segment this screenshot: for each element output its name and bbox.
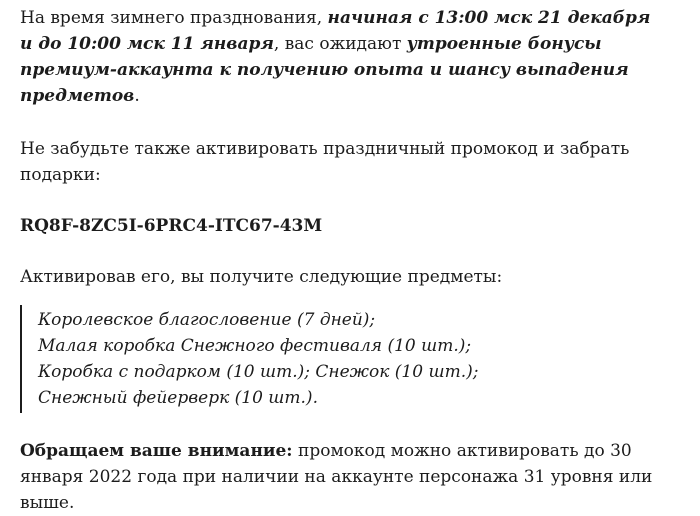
event-dates: начиная с 13:00 мск 21 декабря и до 10:00 мск 11 января xyxy=(20,8,651,54)
notice-label: Обращаем ваше внимание: xyxy=(20,441,293,461)
reward-item: Малая коробка Снежного фестиваля (10 шт.); xyxy=(38,336,472,356)
reward-item: Королевское благословение (7 дней); xyxy=(38,310,376,330)
intro-text-3: , вас ожидают xyxy=(273,34,407,54)
intro-text-1: На время зимнего празднования, xyxy=(20,8,328,28)
reward-item: Снежный фейерверк (10 шт.). xyxy=(38,388,318,408)
rewards-intro-paragraph: Активировав его, вы получите следующие предметы: xyxy=(20,267,503,287)
reminder-paragraph: Не забудьте также активировать праздничный промокод и забрать подарки: xyxy=(20,139,630,185)
notice-paragraph xyxy=(20,438,680,516)
intro-text-5: . xyxy=(134,86,140,106)
bonus-description: утроенные бонусы премиум-аккаунта к получению опыта и шансу выпадения предметов xyxy=(20,34,629,106)
event-intro-paragraph xyxy=(20,5,660,109)
notice-text: промокод можно активировать до 30 января 2022 года при наличии на аккаунте персонажа 31 уровня или выше. xyxy=(20,441,653,513)
promo-code[interactable]: RQ8F-8ZC5I-6PRC4-ITC67-43M xyxy=(20,216,323,236)
rewards-quote xyxy=(20,305,680,413)
reward-item: Коробка с подарком (10 шт.); Снежок (10 шт.); xyxy=(38,362,479,382)
